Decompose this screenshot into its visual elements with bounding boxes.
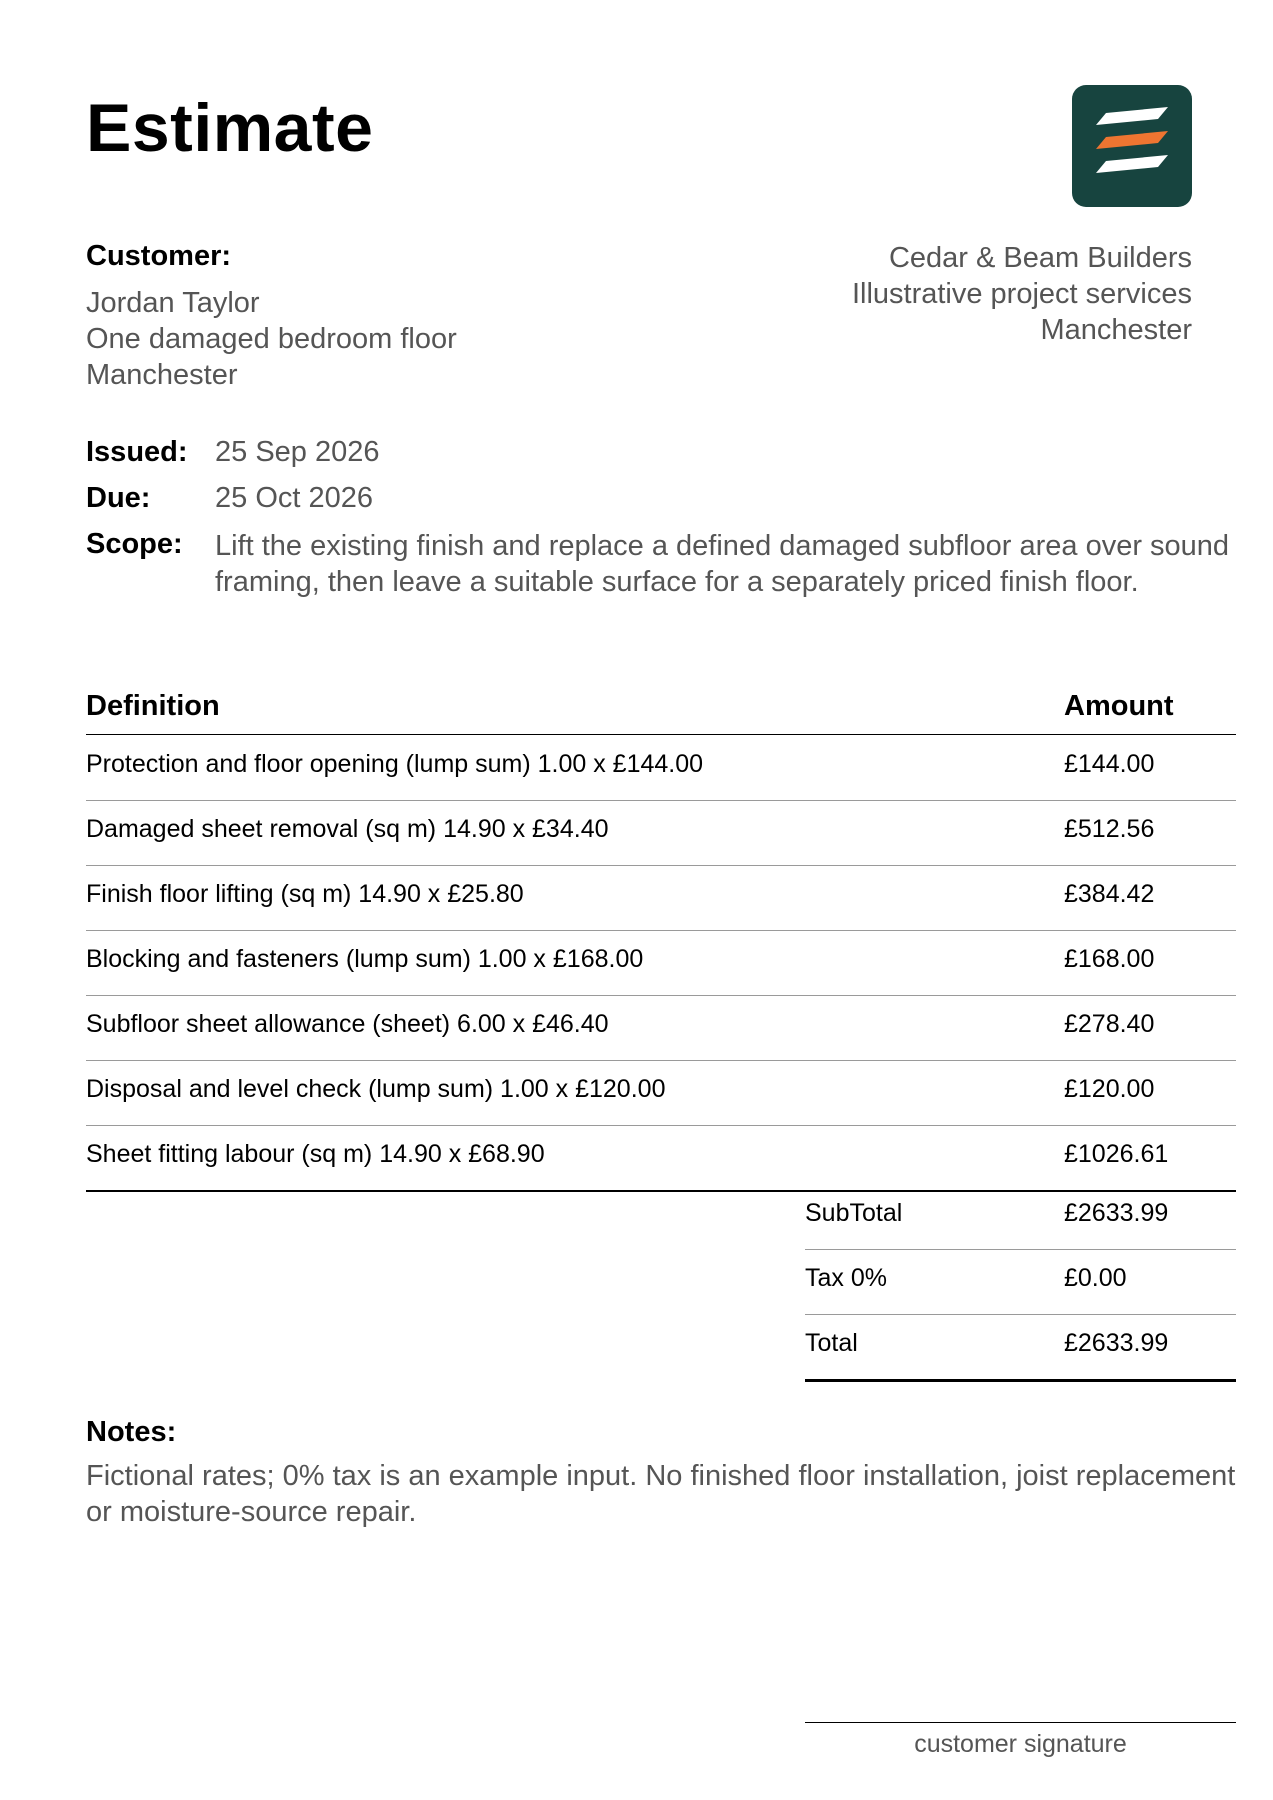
tax-value: £0.00 <box>1064 1264 1127 1292</box>
row-description: Blocking and fasteners (lump sum) 1.00 x £168.00 <box>86 945 644 973</box>
notes-text: Fictional rates; 0% tax is an example input. No finished floor installation, joist replacement or moisture-source repair. <box>86 1460 1236 1528</box>
due-label: Due: <box>86 482 151 514</box>
table-row <box>86 736 1236 801</box>
tax-label: Tax 0% <box>805 1264 887 1292</box>
table-row <box>86 1061 1236 1126</box>
signature-label: customer signature <box>914 1730 1127 1758</box>
company-details <box>852 240 1192 348</box>
stacked-boards-logo-icon <box>1072 85 1192 207</box>
due-date: 25 Oct 2026 <box>215 482 373 514</box>
customer-project: One damaged bedroom floor <box>86 323 457 355</box>
row-amount: £120.00 <box>1064 1075 1155 1103</box>
definition-header: Definition <box>86 690 220 722</box>
notes-label: Notes: <box>86 1416 177 1448</box>
customer-details <box>86 285 457 393</box>
amount-header: Amount <box>1064 690 1174 722</box>
subtotal-label: SubTotal <box>805 1199 903 1227</box>
row-amount: £1026.61 <box>1064 1140 1169 1168</box>
customer-label: Customer: <box>86 240 232 272</box>
total-row <box>805 1315 1236 1382</box>
table-header <box>86 690 1236 735</box>
issued-label: Issued: <box>86 436 188 468</box>
document-title: Estimate <box>86 90 374 166</box>
total-value: £2633.99 <box>1064 1329 1169 1357</box>
row-description: Damaged sheet removal (sq m) 14.90 x £34.40 <box>86 815 609 843</box>
row-description: Protection and floor opening (lump sum) 1.00 x £144.00 <box>86 750 704 778</box>
row-amount: £144.00 <box>1064 750 1155 778</box>
row-amount: £384.42 <box>1064 880 1155 908</box>
total-label: Total <box>805 1329 858 1357</box>
subtotal-row <box>805 1185 1236 1250</box>
row-amount: £168.00 <box>1064 945 1155 973</box>
row-description: Sheet fitting labour (sq m) 14.90 x £68.90 <box>86 1140 545 1168</box>
table-row <box>86 866 1236 931</box>
company-name: Cedar & Beam Builders <box>888 242 1192 274</box>
company-logo <box>1072 85 1192 207</box>
customer-name: Jordan Taylor <box>86 287 260 319</box>
table-row <box>86 801 1236 866</box>
row-description: Disposal and level check (lump sum) 1.00 x £120.00 <box>86 1075 666 1103</box>
issued-date: 25 Sep 2026 <box>215 436 380 468</box>
subtotal-value: £2633.99 <box>1064 1199 1169 1227</box>
signature-line <box>805 1722 1236 1723</box>
table-row <box>86 996 1236 1061</box>
scope-text: Lift the existing finish and replace a defined damaged subfloor area over sound framing, then leave a suitable surface for a separately priced finish floor. <box>215 530 1230 598</box>
table-row <box>86 931 1236 996</box>
row-description: Finish floor lifting (sq m) 14.90 x £25.80 <box>86 880 524 908</box>
company-city: Manchester <box>1040 314 1192 346</box>
tax-row <box>805 1250 1236 1315</box>
row-description: Subfloor sheet allowance (sheet) 6.00 x £46.40 <box>86 1010 609 1038</box>
table-row <box>86 1126 1236 1192</box>
scope-label: Scope: <box>86 528 183 560</box>
company-tagline: Illustrative project services <box>851 278 1192 310</box>
row-amount: £512.56 <box>1064 815 1155 843</box>
row-amount: £278.40 <box>1064 1010 1155 1038</box>
customer-city: Manchester <box>86 359 238 391</box>
